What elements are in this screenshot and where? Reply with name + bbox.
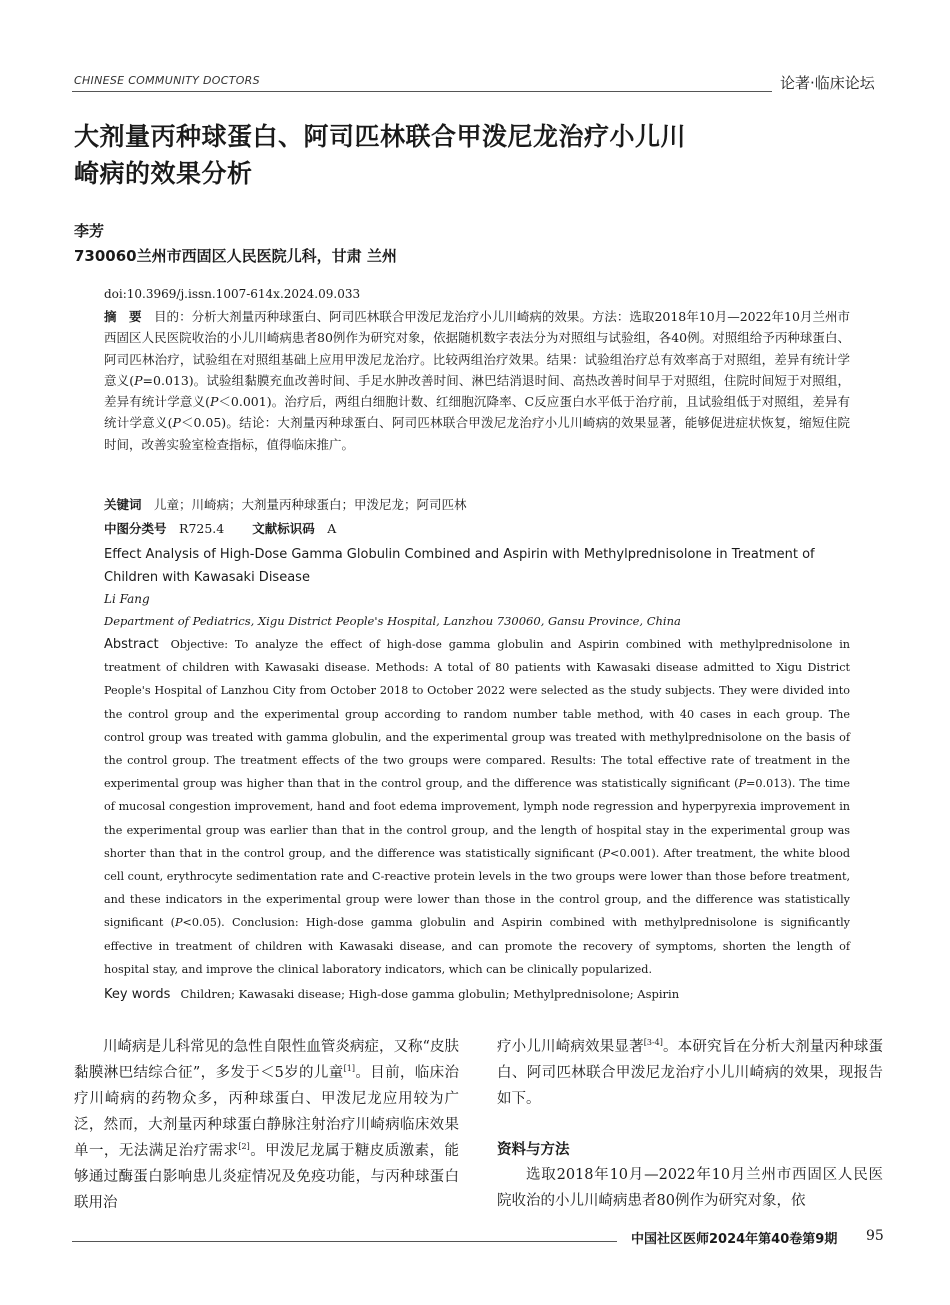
running-header-section: 论著·临床论坛 xyxy=(780,74,875,92)
abstract-cn-text: ＜0.001)。治疗后，两组白细胞计数、红细胞沉降率、C反应蛋白水平低于治疗前，且试验组低于对照组，差异有统计学意义( xyxy=(104,394,850,431)
classification xyxy=(104,519,336,537)
p-symbol: P xyxy=(738,777,747,791)
p-symbol: P xyxy=(602,846,611,860)
abstract-en-text: <0.001). After treatment, the white blood cell count, erythrocyte sedimentation rate and C-reactive protein levels in the two groups were lower than those before treatment, and these indicators in the experimental group were lower than those in the control group, and the difference was statistically significant ( xyxy=(104,846,850,930)
keywords-cn-text: 儿童；川崎病；大剂量丙种球蛋白；甲泼尼龙；阿司匹林 xyxy=(154,497,467,512)
body-paragraph: 选取2018年10月—2022年10月兰州市西固区人民医院收治的小儿川崎病患者80例作为研究对象，依 xyxy=(497,1167,883,1209)
body-text: 。目前，临床治疗川崎病的药物众多，丙种球蛋白、甲泼尼龙应用较为广泛，然而，大剂量丙种球蛋白静脉注射治疗川崎病临床效果单一，无法满足治疗需求 xyxy=(74,1065,460,1159)
p-symbol: P xyxy=(209,394,219,410)
page-number: 95 xyxy=(866,1228,884,1244)
affiliation-en: Department of Pediatrics, Xigu District People's Hospital, Lanzhou 730060, Gansu Province, China xyxy=(104,614,681,628)
abstract-cn xyxy=(104,306,850,455)
abstract-en-text: <0.05). Conclusion: High-dose gamma globulin and Aspirin combined with methylprednisolone is significantly effective in treatment of children with Kawasaki disease, and can promote the recovery of symptoms, shorten the length of hospital stay, and improve the clinical laboratory indicators, which can be clinically popularized. xyxy=(104,916,850,976)
keywords-en xyxy=(104,987,679,1002)
citation[interactable]: [3-4] xyxy=(643,1038,663,1048)
body-column-right-continued xyxy=(497,1162,883,1214)
doc-code-label: 文献标识码 xyxy=(252,521,315,536)
keywords-label-en: Key words xyxy=(104,987,171,1002)
citation[interactable]: [1] xyxy=(343,1064,355,1074)
keywords-cn xyxy=(104,495,467,513)
abstract-en-text: Objective: To analyze the effect of high-dose gamma globulin and Aspirin combined with methylprednisolone in treatment of children with Kawasaki disease. Methods: A total of 80 patients with Kawasaki disease admitted to Xigu District People's Hospital of Lanzhou City from October 2018 to October 2022 were selected as the study subjects. They were divided into the control group and the experimental group according to random number table method, with 40 cases in each group. The control group was treated with gamma globulin, and the experimental group was treated with methylprednisolone on the basis of the control group. The treatment effects of the two groups were compared. Results: The total effective rate of treatment in the experimental group was higher than that in the control group, and the difference was statistically significant ( xyxy=(104,638,850,791)
body-paragraph xyxy=(497,1034,883,1112)
running-header-journal: CHINESE COMMUNITY DOCTORS xyxy=(74,74,260,87)
keywords-label-cn: 关键词 xyxy=(104,497,142,512)
body-text: 疗小儿川崎病效果显著 xyxy=(497,1039,644,1055)
section-heading: 资料与方法 xyxy=(497,1142,570,1158)
body-column-left xyxy=(74,1034,459,1216)
header-rule xyxy=(72,91,772,92)
doi: doi:10.3969/j.issn.1007-614x.2024.09.033 xyxy=(104,287,361,301)
abstract-label-en: Abstract xyxy=(104,637,159,652)
abstract-en-text: =0.013). The time of mucosal congestion improvement, hand and foot edema improvement, lymph node regression and hyperpyrexia improvement in the experimental group was earlier than that in the control group, and the length of hospital stay in the experimental group was shorter than that in the control group, and the difference was statistically significant ( xyxy=(104,777,850,860)
abstract-cn-text: ＜0.05)。结论：大剂量丙种球蛋白、阿司匹林联合甲泼尼龙治疗小儿川崎病的效果显著，能够促进症状恢复，缩短住院时间，改善实验室检查指标，值得临床推广。 xyxy=(104,415,850,452)
author-en: Li Fang xyxy=(104,592,150,606)
body-text: 。本研究旨在分析大剂量丙种球蛋白、阿司匹林联合甲泼尼龙治疗小儿川崎病的效果，现报告如下。 xyxy=(497,1039,883,1107)
author-cn: 李芳 xyxy=(74,222,105,240)
body-paragraph xyxy=(74,1034,459,1216)
article-title-en: Effect Analysis of High-Dose Gamma Globulin Combined and Aspirin with Methylprednisolone in Treatment of Children with Kawasaki Disease xyxy=(104,547,815,585)
abstract-en xyxy=(104,633,850,981)
footer-rule xyxy=(72,1241,617,1242)
p-symbol: P xyxy=(134,372,143,388)
clc-value: R725.4 xyxy=(179,521,225,536)
abstract-label-cn: 摘 要 xyxy=(104,309,142,324)
body-text: 川崎病是儿科常见的急性自限性血管炎病症，又称“皮肤黏膜淋巴结综合征”，多发于＜5岁的儿童 xyxy=(74,1039,459,1081)
article-title: 大剂量丙种球蛋白、阿司匹林联合甲泼尼龙治疗小儿川崎病的效果分析 xyxy=(74,122,687,188)
abstract-cn-text: =0.013)。试验组黏膜充血改善时间、手足水肿改善时间、淋巴结消退时间、高热改善时间早于对照组，住院时间短于对照组，差异有统计学意义( xyxy=(104,372,850,410)
affiliation-cn: 730060兰州市西固区人民医院儿科，甘肃 兰州 xyxy=(74,247,397,265)
p-symbol: P xyxy=(175,916,183,930)
body-text: 。甲泼尼龙属于糖皮质激素，能够通过酶蛋白影响患儿炎症情况及免疫功能，与丙种球蛋白联用治 xyxy=(74,1143,460,1211)
citation[interactable]: [2] xyxy=(238,1142,250,1152)
footer-journal-issue: 中国社区医师2024年第40卷第9期 xyxy=(631,1232,838,1247)
clc-label: 中图分类号 xyxy=(104,521,167,536)
keywords-en-text: Children; Kawasaki disease; High-dose gamma globulin; Methylprednisolone; Aspirin xyxy=(180,987,680,1001)
body-column-right xyxy=(497,1034,883,1112)
abstract-cn-text: 目的：分析大剂量丙种球蛋白、阿司匹林联合甲泼尼龙治疗小儿川崎病的效果。方法：选取2018年10月—2022年10月兰州市西固区人民医院收治的小儿川崎病患者80例作为研究对象，依据随机数字表法分为对照组与试验组，各40例。对照组给予丙种球蛋白、阿司匹林治疗，试验组在对照组基础上应用甲泼尼龙治疗。比较两组治疗效果。结果：试验组治疗总有效率高于对照组，差异有统计学意义( xyxy=(104,309,850,388)
p-symbol: P xyxy=(172,415,181,431)
doc-code-value: A xyxy=(327,521,337,536)
